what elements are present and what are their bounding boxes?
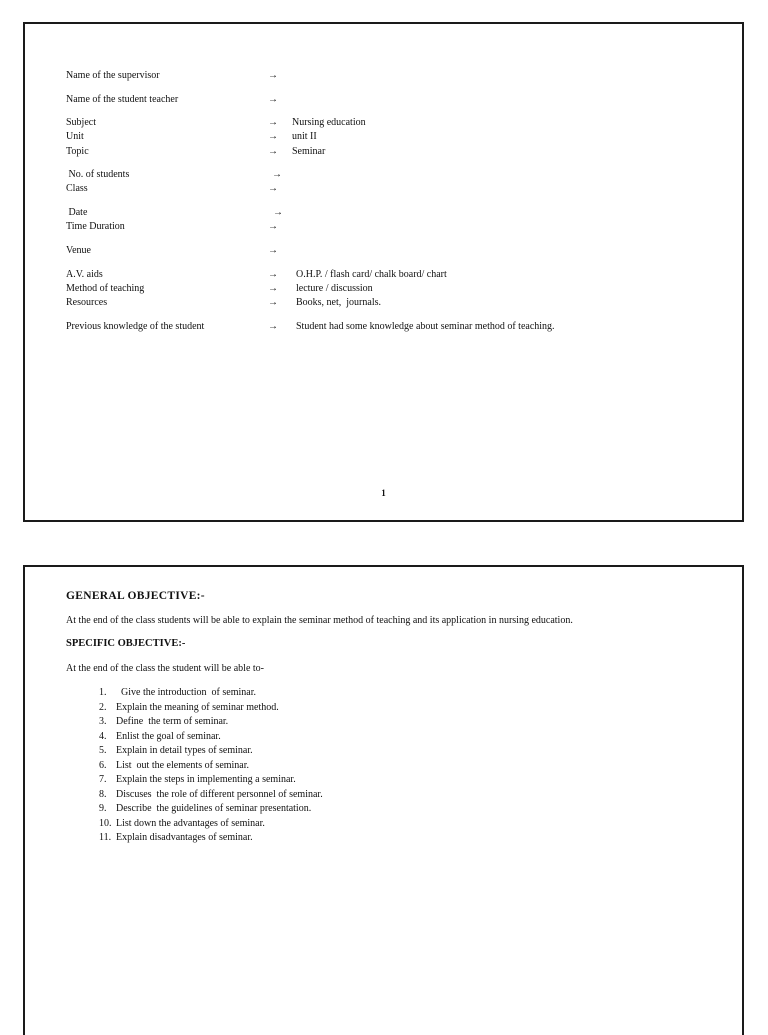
arrow-right-icon: → (268, 283, 278, 294)
arrow-right-icon: → (272, 169, 282, 180)
arrow-right-icon: → (268, 245, 278, 256)
row-value: Student had some knowledge about seminar method of teaching. (296, 321, 555, 332)
objective-text: List down the advantages of seminar. (116, 817, 265, 829)
row-value: O.H.P. / flash card/ chalk board/ chart (296, 269, 447, 280)
objective-item (99, 788, 323, 803)
row-label: Venue (66, 245, 91, 256)
objective-number: 11. (99, 832, 112, 843)
row-label: Name of the student teacher (66, 94, 179, 105)
objective-item (99, 701, 323, 716)
objective-text: Define the term of seminar. (116, 716, 229, 727)
objective-item (99, 759, 323, 774)
lesson-plan-page-2 (23, 565, 744, 1035)
row-label: Date (66, 207, 88, 218)
row-value: Seminar (292, 146, 326, 157)
objective-item (99, 730, 323, 745)
row-label: No. of students (66, 169, 130, 180)
row-label: Topic (66, 146, 89, 157)
arrow-right-icon: → (273, 207, 283, 218)
objective-number: 9. (99, 803, 107, 814)
objective-number: 5. (99, 745, 107, 756)
row-label: Subject (66, 117, 96, 128)
objective-text: Explain the steps in implementing a seminar. (116, 774, 296, 785)
page-number: 1 (381, 488, 386, 498)
objective-text: Discuses the role of different personnel of seminar. (116, 788, 323, 800)
row-label: Class (66, 183, 88, 194)
objective-text: Give the introduction of seminar. (116, 687, 256, 698)
objective-text: Explain the meaning of seminar method. (116, 701, 279, 713)
arrow-right-icon: → (268, 297, 278, 308)
objective-number: 2. (99, 701, 107, 713)
row-value: Nursing education (292, 117, 366, 128)
objective-text: Explain in detail types of seminar. (116, 745, 253, 756)
objective-item (99, 817, 323, 832)
objective-item (99, 744, 323, 759)
row-value: Books, net, journals. (296, 297, 381, 308)
objective-item (99, 715, 323, 730)
row-label: Method of teaching (66, 283, 145, 294)
arrow-right-icon: → (268, 131, 278, 142)
specific-objective-intro: At the end of the class the student will be able to- (66, 663, 265, 674)
objective-item (99, 831, 323, 846)
arrow-right-icon: → (268, 321, 278, 332)
objective-number: 10. (99, 817, 112, 829)
objective-number: 3. (99, 716, 107, 727)
lesson-plan-page-1 (23, 22, 744, 522)
row-label: Resources (66, 297, 108, 308)
general-objective-text: At the end of the class students will be able to explain the seminar method of teaching and its application in nursing education. (66, 615, 573, 626)
arrow-right-icon: → (268, 146, 278, 157)
row-value: lecture / discussion (296, 283, 373, 294)
row-label: Unit (66, 131, 84, 142)
objective-number: 7. (99, 774, 107, 785)
objective-number: 1. (99, 687, 107, 698)
objective-text: Enlist the goal of seminar. (116, 730, 221, 742)
row-label: A.V. aids (66, 269, 103, 280)
objective-number: 4. (99, 730, 107, 742)
arrow-right-icon: → (268, 269, 278, 280)
objective-number: 8. (99, 788, 107, 800)
row-label: Previous knowledge of the student (66, 321, 205, 332)
arrow-right-icon: → (268, 94, 278, 105)
row-value: unit II (292, 131, 317, 142)
specific-objective-heading: SPECIFIC OBJECTIVE:- (66, 638, 186, 649)
objective-list (99, 686, 323, 846)
objective-text: List out the elements of seminar. (116, 759, 250, 771)
arrow-right-icon: → (268, 117, 278, 128)
objective-item (99, 802, 323, 817)
objective-item (99, 773, 323, 788)
row-label: Time Duration (66, 221, 125, 232)
arrow-right-icon: → (268, 221, 278, 232)
arrow-right-icon: → (268, 70, 278, 81)
objective-text: Describe the guidelines of seminar presentation. (116, 803, 312, 814)
objective-item (99, 686, 323, 701)
general-objective-heading: GENERAL OBJECTIVE:- (66, 590, 205, 602)
objective-number: 6. (99, 759, 107, 771)
objective-text: Explain disadvantages of seminar. (116, 832, 253, 843)
arrow-right-icon: → (268, 183, 278, 194)
row-label: Name of the supervisor (66, 70, 160, 81)
